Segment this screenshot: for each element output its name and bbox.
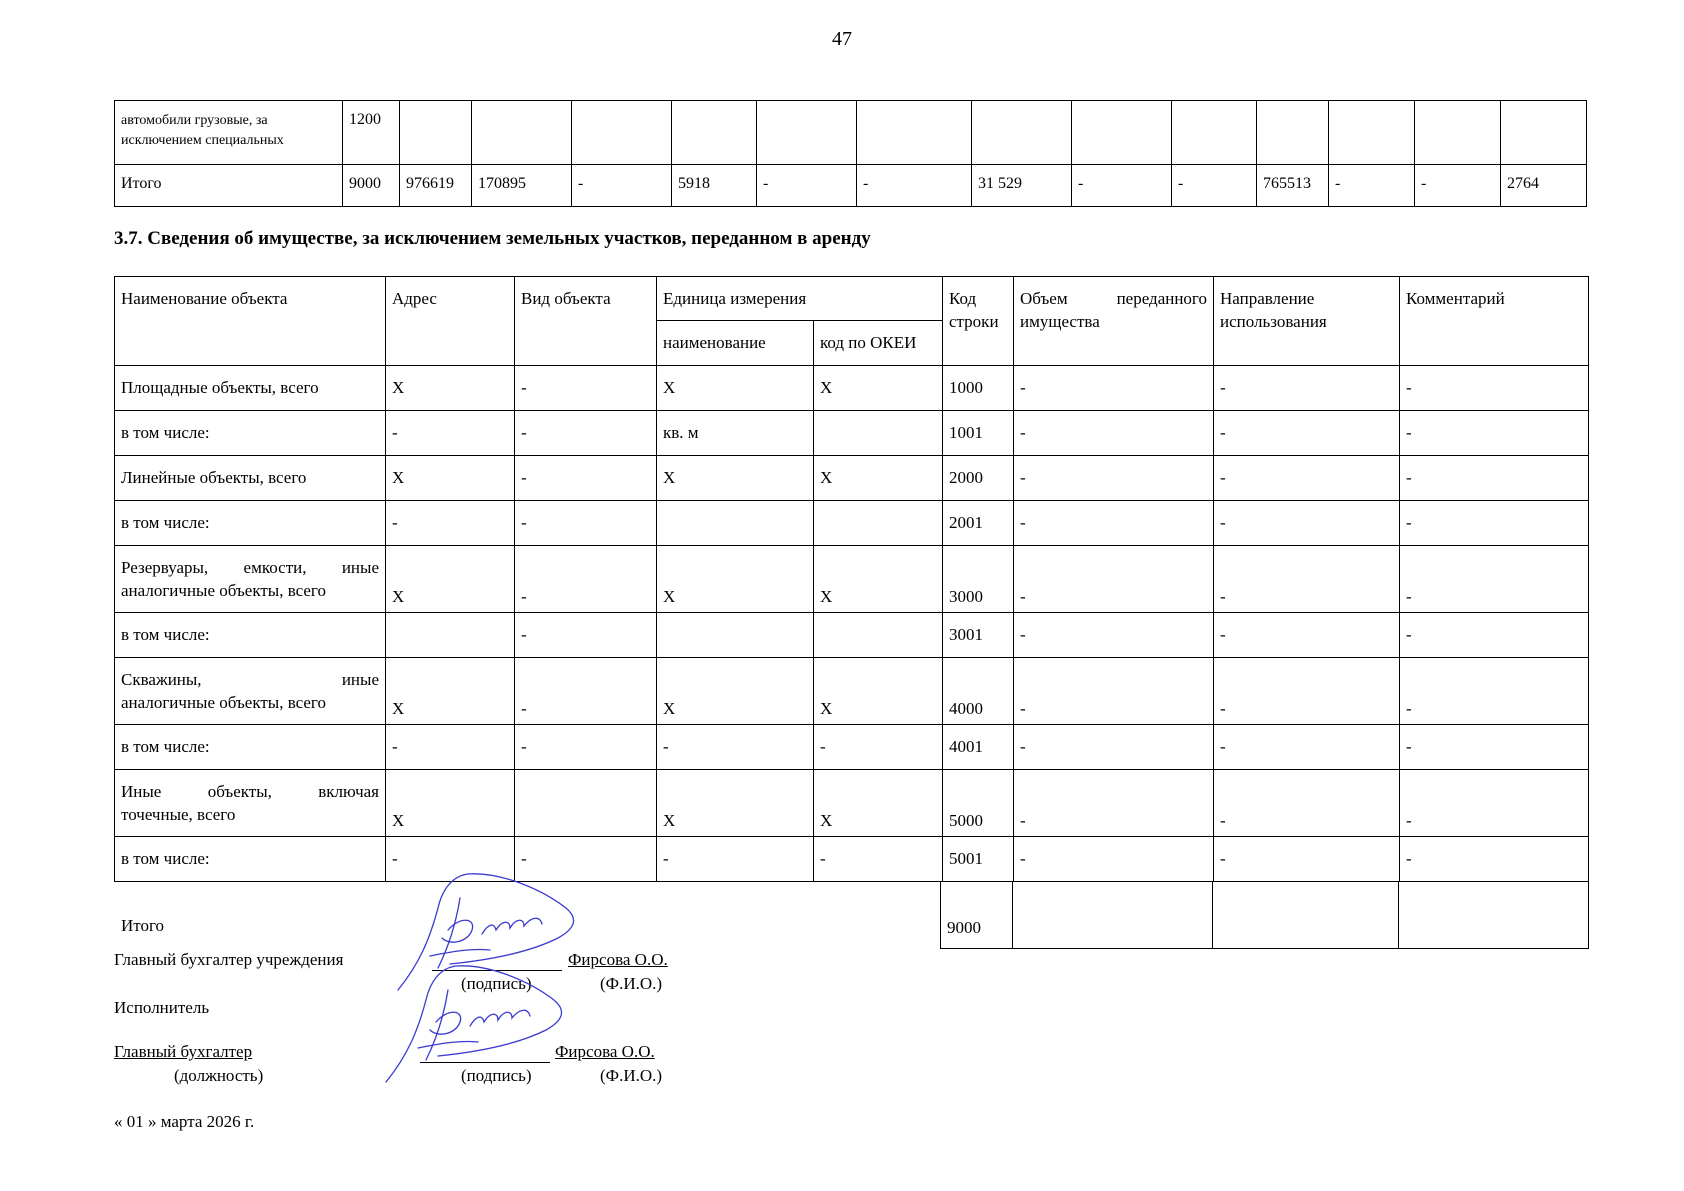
table-cell: [972, 101, 1072, 165]
row-name: [115, 658, 386, 725]
table-cell: [1415, 101, 1501, 165]
row-code: 3001: [943, 613, 1014, 658]
row-direction: -: [1214, 658, 1400, 725]
row-volume: -: [1014, 658, 1214, 725]
table-header-row: [115, 277, 1589, 321]
header-type: Вид объекта: [515, 277, 657, 366]
row-volume: -: [1014, 770, 1214, 837]
table-cell: [1172, 101, 1257, 165]
row-address: X: [386, 366, 515, 411]
row-direction: -: [1214, 725, 1400, 770]
table-cell: [472, 101, 572, 165]
row-unit-code: X: [814, 366, 943, 411]
table-cell: [1257, 101, 1329, 165]
header-direction: Направление использования: [1214, 277, 1400, 366]
row-unit-name: X: [657, 546, 814, 613]
row-unit-name: [657, 501, 814, 546]
table-cell: [1501, 101, 1587, 165]
table-cell: [672, 101, 757, 165]
row-volume: -: [1014, 837, 1214, 882]
table-cell: 976619: [400, 165, 472, 207]
row-unit-name: [657, 613, 814, 658]
row-name: [115, 546, 386, 613]
row-name: в том числе:: [115, 725, 386, 770]
table-cell: 170895: [472, 165, 572, 207]
row-type: -: [515, 411, 657, 456]
header-unit: Единица измерения: [657, 277, 943, 321]
total-comment: [1399, 882, 1589, 949]
row-volume: -: [1014, 501, 1214, 546]
row-code: 1000: [943, 366, 1014, 411]
row-type: -: [515, 456, 657, 501]
row-address: -: [386, 501, 515, 546]
table-cell: [1329, 101, 1415, 165]
row-address: -: [386, 725, 515, 770]
row-type: -: [515, 546, 657, 613]
fio-caption: (Ф.И.О.): [600, 974, 663, 993]
row-name: в том числе:: [115, 501, 386, 546]
row-comment: -: [1400, 658, 1589, 725]
row-comment: -: [1400, 456, 1589, 501]
total-code: 9000: [941, 882, 1013, 949]
row-comment: -: [1400, 770, 1589, 837]
row-volume: -: [1014, 546, 1214, 613]
row-direction: -: [1214, 613, 1400, 658]
row-name: в том числе:: [115, 613, 386, 658]
row-code: 4001: [943, 725, 1014, 770]
row-unit-name: X: [657, 658, 814, 725]
table-cell: -: [757, 165, 857, 207]
table-row: [115, 725, 1589, 770]
row-comment: -: [1400, 613, 1589, 658]
row-comment: -: [1400, 546, 1589, 613]
property-lease-table: [114, 276, 1589, 882]
header-volume-line2: имущества: [1020, 312, 1100, 331]
row-address: [386, 613, 515, 658]
row-name-line2: аналогичные объекты, всего: [121, 581, 326, 600]
table-row: [115, 456, 1589, 501]
row-unit-name: -: [657, 725, 814, 770]
row-unit-name: кв. м: [657, 411, 814, 456]
table-cell: 1200: [343, 101, 400, 165]
row-unit-code: -: [814, 725, 943, 770]
table-cell: -: [857, 165, 972, 207]
row-name-line1: Иные объекты, включая: [121, 782, 379, 801]
row-name-line2: аналогичные объекты, всего: [121, 693, 326, 712]
header-name: Наименование объекта: [115, 277, 386, 366]
table-row: [115, 546, 1589, 613]
row-code: 1001: [943, 411, 1014, 456]
row-name-line2: точечные, всего: [121, 805, 236, 824]
row-name: Площадные объекты, всего: [115, 366, 386, 411]
row-comment: -: [1400, 501, 1589, 546]
row-unit-code: X: [814, 658, 943, 725]
table-cell: 9000: [343, 165, 400, 207]
row-unit-code: [814, 501, 943, 546]
executor-position: Главный бухгалтер: [114, 1042, 253, 1061]
row-unit-code: X: [814, 546, 943, 613]
row-volume: -: [1014, 725, 1214, 770]
total-direction: [1213, 882, 1399, 949]
header-address: Адрес: [386, 277, 515, 366]
row-type: [515, 770, 657, 837]
header-volume-line1: Объем переданного: [1020, 289, 1207, 308]
row-type: -: [515, 613, 657, 658]
row-comment: -: [1400, 837, 1589, 882]
row-name-line1: Резервуары, емкости, иные: [121, 558, 379, 577]
row-direction: -: [1214, 546, 1400, 613]
section-heading: 3.7. Сведения об имуществе, за исключением земельных участков, переданном в аренду: [114, 228, 871, 249]
table-cell: -: [1172, 165, 1257, 207]
row-name: Итого: [115, 165, 343, 207]
signature-caption: (подпись): [461, 974, 532, 993]
table-cell: 765513: [1257, 165, 1329, 207]
row-unit-code: [814, 613, 943, 658]
row-name: в том числе:: [115, 411, 386, 456]
row-type: -: [515, 837, 657, 882]
row-volume: -: [1014, 366, 1214, 411]
table-cell: -: [1329, 165, 1415, 207]
row-direction: -: [1214, 770, 1400, 837]
table-cell: -: [572, 165, 672, 207]
total-volume: [1013, 882, 1213, 949]
row-address: X: [386, 456, 515, 501]
header-row-code: Код строки: [943, 277, 1014, 366]
header-unit-name: наименование: [657, 321, 814, 366]
page-number: 47: [832, 28, 852, 50]
row-unit-name: X: [657, 366, 814, 411]
position-caption: (должность): [174, 1066, 264, 1085]
table-cell: [400, 101, 472, 165]
row-type: -: [515, 366, 657, 411]
row-address: -: [386, 411, 515, 456]
chief-accountant-label: Главный бухгалтер учреждения: [114, 950, 344, 969]
table-cell: [757, 101, 857, 165]
fio-caption: (Ф.И.О.): [600, 1066, 663, 1085]
table-row: [115, 165, 1587, 207]
table-cell: 31 529: [972, 165, 1072, 207]
signature-caption: (подпись): [461, 1066, 532, 1085]
row-name-line1: Скважины, иные: [121, 670, 379, 689]
row-type: -: [515, 501, 657, 546]
header-comment: Комментарий: [1400, 277, 1589, 366]
row-direction: -: [1214, 366, 1400, 411]
row-volume: -: [1014, 456, 1214, 501]
row-code: 5001: [943, 837, 1014, 882]
document-date: « 01 » марта 2026 г.: [114, 1112, 255, 1131]
table-row: [115, 101, 1587, 165]
row-name: Линейные объекты, всего: [115, 456, 386, 501]
row-unit-code: X: [814, 456, 943, 501]
table-row: [115, 501, 1589, 546]
row-unit-name: X: [657, 456, 814, 501]
row-unit-code: X: [814, 770, 943, 837]
row-code: 2001: [943, 501, 1014, 546]
row-comment: -: [1400, 411, 1589, 456]
row-name: в том числе:: [115, 837, 386, 882]
table-row: [941, 882, 1589, 949]
table-cell: [857, 101, 972, 165]
table-row: [115, 658, 1589, 725]
row-name: [115, 770, 386, 837]
row-unit-name: -: [657, 837, 814, 882]
executor-name: Фирсова О.О.: [555, 1042, 655, 1061]
row-code: 2000: [943, 456, 1014, 501]
row-code: 4000: [943, 658, 1014, 725]
total-row: [940, 881, 1589, 949]
row-code: 3000: [943, 546, 1014, 613]
executor-label: Исполнитель: [114, 998, 210, 1017]
header-unit-code: код по ОКЕИ: [814, 321, 943, 366]
top-table: [114, 100, 1587, 207]
row-address: -: [386, 837, 515, 882]
table-cell: -: [1415, 165, 1501, 207]
row-address: X: [386, 770, 515, 837]
row-name: автомобили грузовые, за исключением специальных: [115, 101, 343, 165]
row-direction: -: [1214, 456, 1400, 501]
header-volume: [1014, 277, 1214, 366]
row-unit-code: -: [814, 837, 943, 882]
handwritten-signature: [378, 960, 578, 1090]
table-cell: 5918: [672, 165, 757, 207]
row-comment: -: [1400, 366, 1589, 411]
chief-accountant-name: Фирсова О.О.: [568, 950, 668, 969]
table-row: [115, 411, 1589, 456]
row-direction: -: [1214, 837, 1400, 882]
table-cell: [572, 101, 672, 165]
table-cell: [1072, 101, 1172, 165]
total-label: Итого: [121, 916, 165, 935]
table-row: [115, 770, 1589, 837]
table-cell: -: [1072, 165, 1172, 207]
row-unit-code: [814, 411, 943, 456]
row-code: 5000: [943, 770, 1014, 837]
row-type: -: [515, 658, 657, 725]
row-volume: -: [1014, 613, 1214, 658]
table-cell: 2764: [1501, 165, 1587, 207]
row-volume: -: [1014, 411, 1214, 456]
row-unit-name: X: [657, 770, 814, 837]
row-type: -: [515, 725, 657, 770]
row-address: X: [386, 546, 515, 613]
table-row: [115, 837, 1589, 882]
row-address: X: [386, 658, 515, 725]
row-comment: -: [1400, 725, 1589, 770]
table-row: [115, 366, 1589, 411]
row-direction: -: [1214, 411, 1400, 456]
table-row: [115, 613, 1589, 658]
row-direction: -: [1214, 501, 1400, 546]
